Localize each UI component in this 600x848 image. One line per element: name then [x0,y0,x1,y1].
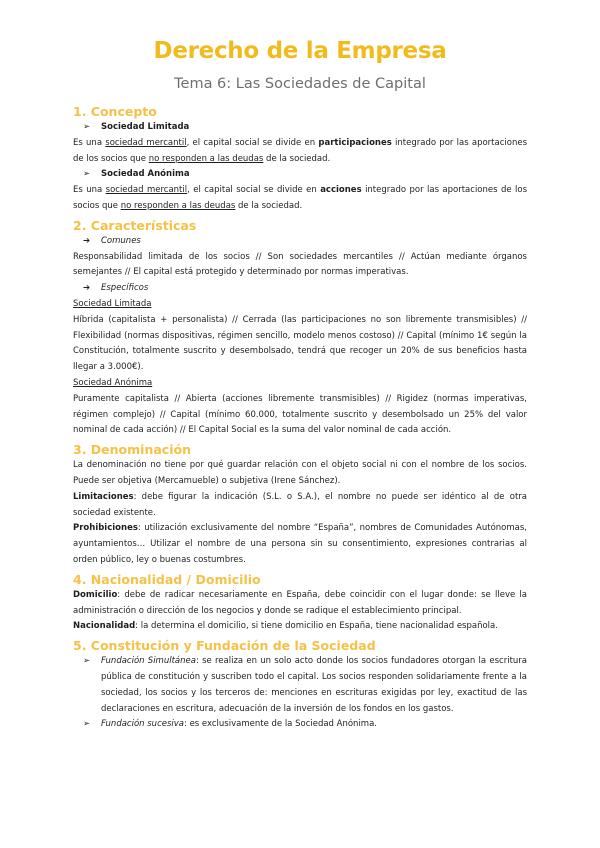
right-arrow-icon: ➔ [83,235,91,246]
arrow-bullet-icon: ➢ [83,719,91,730]
paragraph-nacionalidad: Nacionalidad: la determina el domicilio, si tiene domicilio en España, tiene nacionalidad española. [73,621,498,632]
section-heading-constitucion: 5. Constitución y Fundación de la Sociedad [73,638,376,654]
bullet-especificos [73,281,527,297]
bullet-sociedad-limitada [73,120,527,136]
section-heading-concepto: 1. Concepto [73,104,157,119]
paragraph-domicilio: Domicilio: debe de radicar necesariamente en España, debe coincidir con el lugar donde: se lleve la administración o dirección de los negocios y donde se radique el establecimiento principal. [73,589,527,616]
paragraph-limitaciones: Limitaciones: debe figurar la indicación (S.L. o S.A.), el nombre no puede ser idéntico al de otra sociedad existente. [73,491,527,518]
bullet-sociedad-anonima [73,167,527,183]
section-heading-denominacion: 3. Denominación [73,442,191,458]
bullet-fundacion-simultanea: ➢ Fundación Simultánea: se realiza en un solo acto donde los socios fundadores otorgan la escritura pública de constitución y suscriben todo el capital. Los socios responden solidariamente frente a la sociedad, los socios y los terceros de: menciones en escrituras exigidas por ley, exactitud de las declaraciones en escritura, adecuación de la inversión de los fondos en los gastos. [73,654,527,717]
document-subtitle: Tema 6: Las Sociedades de Capital [174,76,426,92]
sublabel-sociedad-limitada: Sociedad Limitada [73,298,152,309]
bullet-label: Sociedad Limitada [101,122,190,132]
bullet-comunes [73,234,527,250]
bullet-label: Específicos [101,283,149,294]
section-heading-caracteristicas: 2. Características [73,217,197,233]
document-title: Derecho de la Empresa [153,38,447,64]
paragraph-sa-concepto: Es una sociedad mercantil, el capital social se divide en acciones integrado por las aportaciones de los socios que no responden a las deudas de la sociedad. [73,185,528,211]
section-heading-nacionalidad: 4. Nacionalidad / Domicilio [73,571,261,587]
paragraph-sa-caracteristicas: Puramente capitalista // Abierta (acciones libremente transmisibles) // Rigidez (normas imperativas, régimen complejo) // Capital (mínimo 60.000, totalmente suscrito y desembolsado un 25% del valor nominal de cada acción) // El Capital Social es la suma del valor nominal de cada acción. [73,393,527,436]
paragraph-comunes: Responsabilidad limitada de los socios // Son sociedades mercantiles // Actúan mediante órganos semejantes // El capital está protegido y determinado por normas imperativas. [73,251,527,278]
paragraph-sl-concepto: Es una sociedad mercantil, el capital social se divide en participaciones integrado por las aportaciones de los socios que no responden a las deudas de la sociedad. [73,137,527,164]
paragraph-denominacion: La denominación no tiene por qué guardar relación con el objeto social ni con el nombre de los socios. Puede ser objetiva (Mercamueble) o subjetiva (Irene Sánchez). [73,460,527,486]
paragraph-sl-caracteristicas: Híbrida (capitalista + personalista) // Cerrada (las participaciones no son libremente transmisibles) // Flexibilidad (normas dispositivas, régimen sencillo, modelo menos costoso) // Capital (mínimo 1€ según la Constitución, totalmente suscrito y desembolsado, tendrá que recoger un 20% de sus beneficios hasta llegar a 3.000€). [73,314,527,373]
bullet-label: Comunes [101,235,141,246]
paragraph-prohibiciones: Prohibiciones: utilización exclusivamente del nombre “España”, nombres de Comunidades Autónomas, ayuntamientos… Utilizar el nombre de una persona sin su consentimiento, expresiones contrarias al orden público, ley o buenas costumbres. [73,523,527,565]
arrow-bullet-icon: ➢ [83,169,91,180]
arrow-bullet-icon: ➢ [83,122,91,132]
right-arrow-icon: ➔ [83,283,91,294]
sublabel-sociedad-anonima: Sociedad Anónima [73,377,153,388]
bullet-fundacion-sucesiva: ➢ Fundación sucesiva: es exclusivamente de la Sociedad Anónima. [73,717,527,733]
bullet-label: Sociedad Anónima [101,169,190,180]
arrow-bullet-icon: ➢ [83,656,91,667]
